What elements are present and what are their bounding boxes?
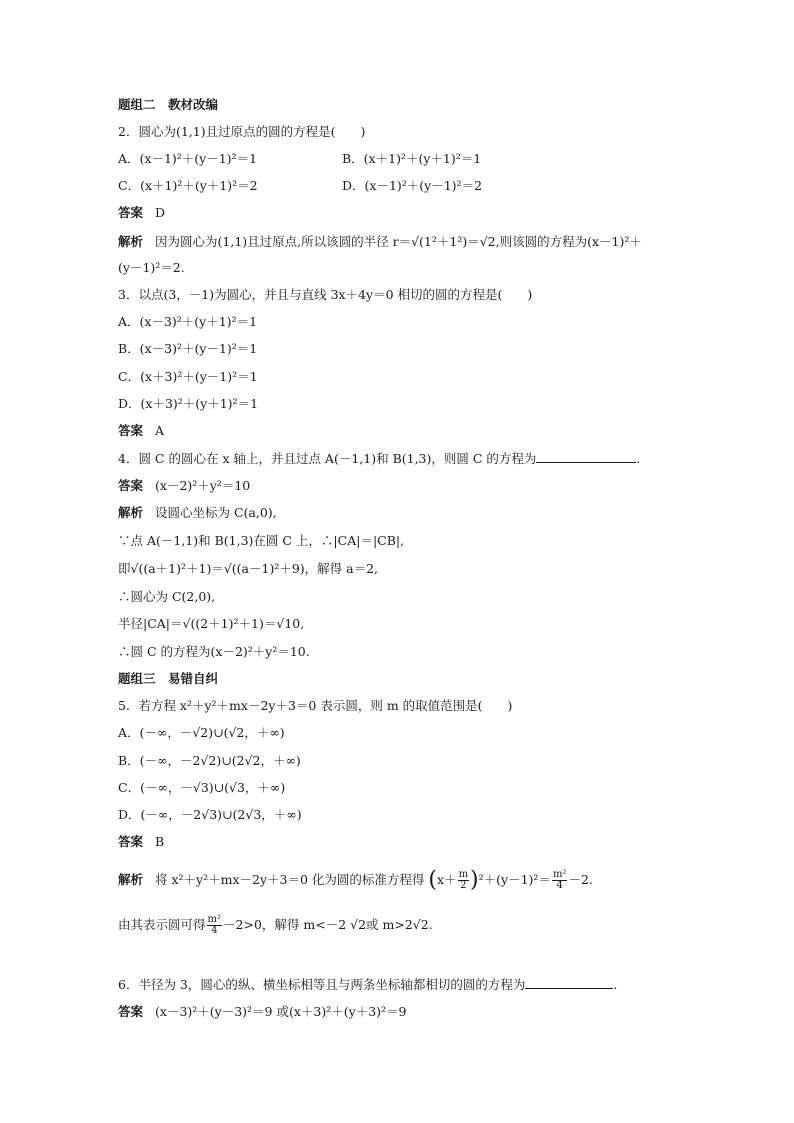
q4-answer: (x－2)²＋y²＝10: [155, 478, 251, 493]
q3-option-b: B．(x－3)²＋(y－1)²＝1: [118, 341, 258, 356]
question-2-stem: 2．圆心为(1,1)且过原点的圆的方程是( ): [118, 124, 366, 139]
q2-option-b: B．(x＋1)²＋(y＋1)²＝1: [342, 151, 482, 166]
fraction-m2-over-4: [552, 870, 568, 891]
q5-analysis-row: [118, 867, 593, 893]
q3-option-d: D．(x＋3)²＋(y＋1)²＝1: [118, 396, 259, 411]
q2-analysis-row: [118, 234, 642, 250]
fraction-m-over-2: [458, 870, 469, 891]
analysis-label: 解析: [118, 234, 144, 249]
q4-answer-blank: [536, 462, 636, 463]
q5-option-a: A．(－∞，－√2)∪(√2，＋∞): [118, 725, 285, 740]
fraction-numerator: m²: [552, 869, 567, 880]
q5-answer-row: [118, 834, 164, 850]
q3-answer: A: [155, 423, 165, 438]
q5-line2-text-b: －2>0，解得 m<－2 √2或 m>2√2.: [223, 917, 433, 932]
fraction-numerator: m²: [207, 914, 222, 925]
q6-answer-blank: [525, 988, 613, 989]
q5-x-plus: x＋: [437, 872, 457, 887]
fraction-denominator: 4: [556, 880, 563, 891]
question-5-stem: 5．若方程 x²＋y²＋mx－2y＋3＝0 表示圆，则 m 的取值范围是( ): [118, 698, 513, 713]
analysis-label: 解析: [118, 505, 144, 520]
q4-stem-end: .: [636, 451, 641, 466]
answer-label: 答案: [118, 423, 144, 438]
open-paren: (: [428, 867, 437, 893]
q5-analysis-text-c: －2.: [568, 872, 593, 887]
analysis-label: 解析: [118, 872, 144, 887]
q5-option-b: B．(－∞，－2√2)∪(2√2，＋∞): [118, 753, 301, 768]
q2-option-c: C．(x＋1)²＋(y＋1)²＝2: [118, 178, 258, 193]
question-3-stem: 3．以点(3，－1)为圆心，并且与直线 3x＋4y＝0 相切的圆的方程是( ): [118, 287, 533, 302]
q3-option-a: A．(x－3)²＋(y＋1)²＝1: [118, 314, 258, 329]
q2-answer-row: [118, 205, 165, 221]
q6-stem-text: 6．半径为 3，圆心的纵、横坐标相等且与两条坐标轴都相切的圆的方程为: [118, 977, 526, 992]
q4-analysis-line1: 设圆心坐标为 C(a,0),: [155, 505, 277, 520]
section-heading-group2: 题组二 教材改编: [118, 97, 219, 112]
q4-analysis-line3: 即√((a＋1)²＋1)＝√((a－1)²＋9)，解得 a＝2,: [118, 561, 379, 576]
q2-option-d: D．(x－1)²＋(y－1)²＝2: [342, 178, 483, 193]
q5-option-d: D．(－∞，－2√3)∪(2√3，＋∞): [118, 807, 302, 822]
q4-stem-text: 4．圆 C 的圆心在 x 轴上，并且过点 A(－1,1)和 B(1,3)，则圆 C 的方程为: [118, 451, 537, 466]
section-heading-group3: 题组三 易错自纠: [118, 671, 219, 686]
q4-analysis-line6: ∴圆 C 的方程为(x－2)²＋y²＝10.: [118, 644, 310, 659]
fraction-m2-over-4: [207, 915, 223, 936]
q6-stem-end: .: [613, 977, 618, 992]
answer-label: 答案: [118, 205, 144, 220]
fraction-denominator: 2: [460, 880, 467, 891]
q2-option-a: A．(x－1)²＋(y－1)²＝1: [118, 151, 258, 166]
fraction-denominator: 4: [211, 925, 218, 936]
answer-label: 答案: [118, 1004, 144, 1019]
q3-answer-row: [118, 423, 164, 439]
q4-answer-row: [118, 478, 250, 494]
q4-analysis-line4: ∴圆心为 C(2,0),: [118, 589, 216, 604]
q2-analysis-line2: (y－1)²＝2.: [118, 260, 185, 275]
q5-answer: B: [155, 834, 165, 849]
q4-analysis-row: [118, 505, 277, 521]
answer-label: 答案: [118, 478, 144, 493]
q6-answer: (x－3)²＋(y－3)²＝9 或(x＋3)²＋(y＋3)²＝9: [155, 1004, 407, 1019]
q5-line2-text-a: 由其表示圆可得: [118, 917, 206, 932]
q3-option-c: C．(x＋3)²＋(y－1)²＝1: [118, 369, 258, 384]
q5-analysis-text-b: ²＋(y－1)²＝: [478, 872, 551, 887]
question-4-stem: [118, 451, 640, 467]
answer-label: 答案: [118, 834, 144, 849]
question-6-stem: [118, 977, 617, 993]
q4-analysis-line2: ∵点 A(－1,1)和 B(1,3)在圆 C 上，∴|CA|＝|CB|,: [118, 533, 405, 548]
q5-analysis-text-a: 将 x²＋y²＋mx－2y＋3＝0 化为圆的标准方程得: [155, 872, 425, 887]
q5-analysis-line2: [118, 915, 433, 936]
q4-analysis-line5: 半径|CA|＝√((2＋1)²＋1)＝√10,: [118, 616, 305, 631]
q2-analysis-line1: 因为圆心为(1,1)且过原点,所以该圆的半径 r＝√(1²＋1²)＝√2,则该圆的方程为(x－1)²＋: [155, 234, 642, 249]
close-paren: ): [470, 867, 479, 893]
q2-answer: D: [155, 205, 166, 220]
fraction-numerator: m: [458, 869, 469, 880]
q6-answer-row: [118, 1004, 407, 1020]
q5-option-c: C．(－∞，－√3)∪(√3，＋∞): [118, 780, 286, 795]
